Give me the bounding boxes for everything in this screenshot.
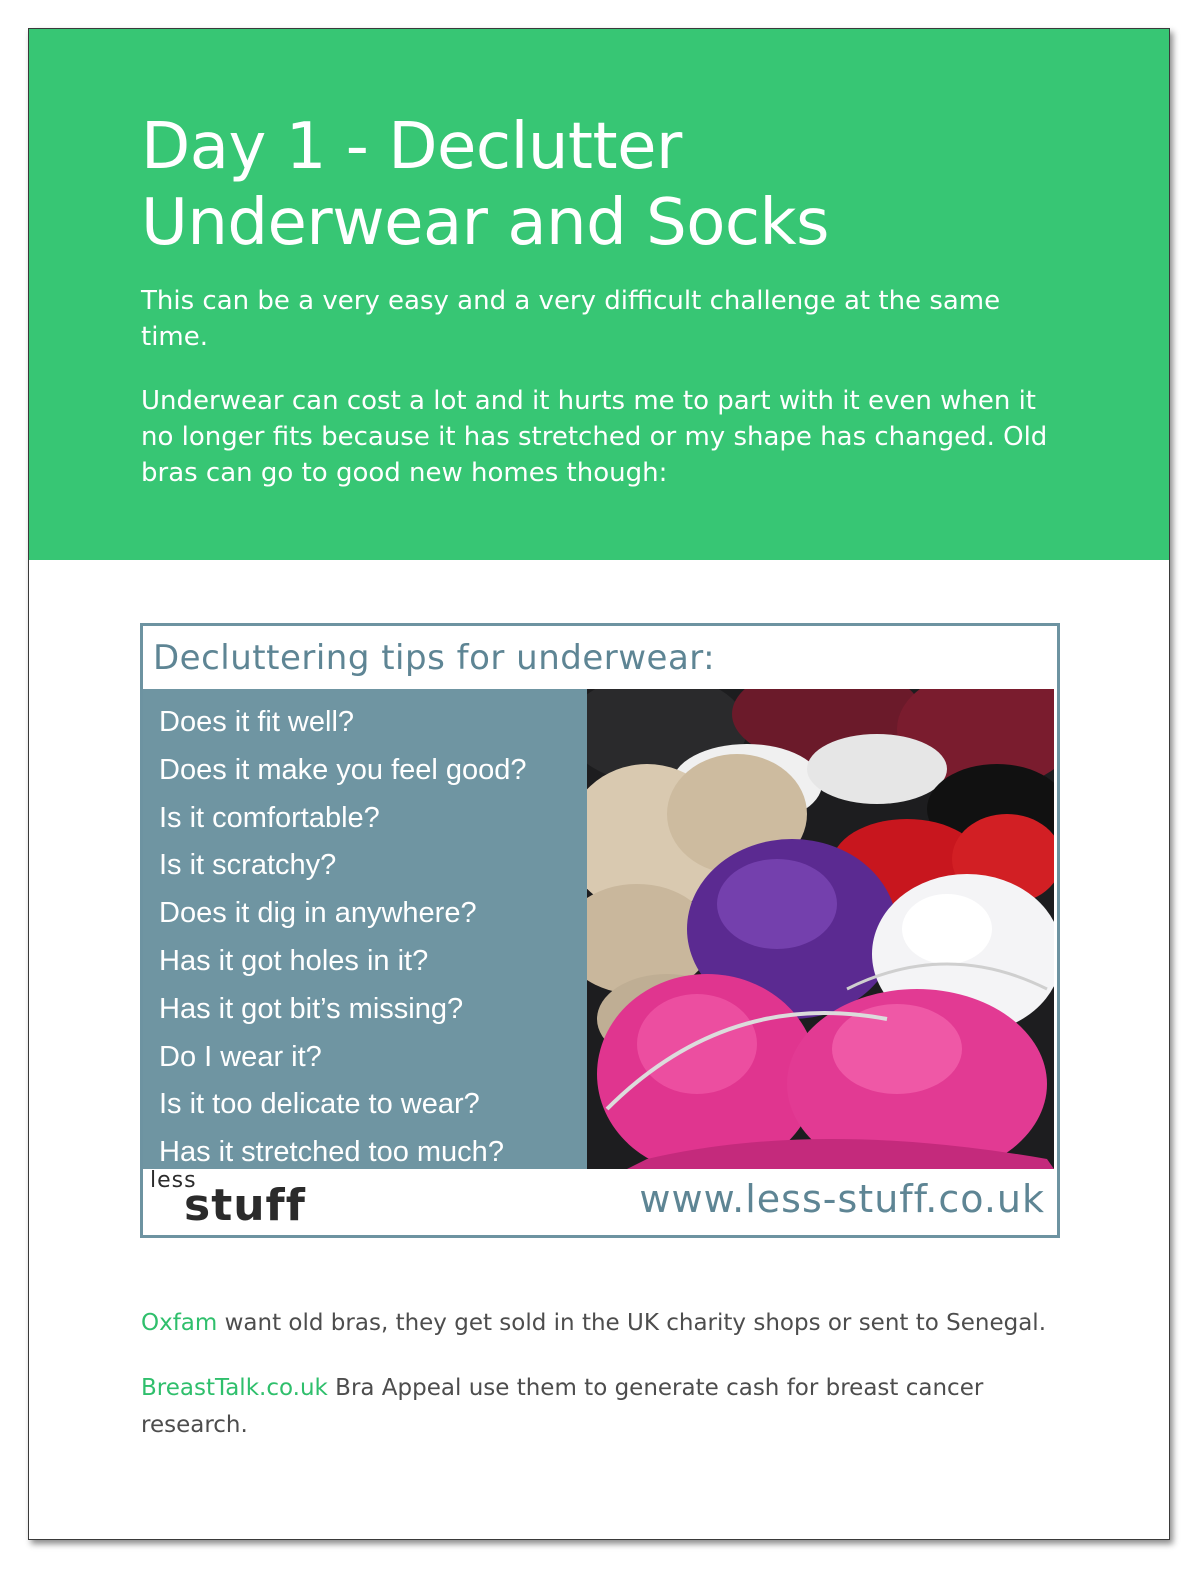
website-url: www.less-stuff.co.uk [639, 1177, 1045, 1221]
less-stuff-logo [148, 1169, 368, 1233]
tip-item: Does it fit well? [159, 706, 355, 738]
tip-item: Has it stretched too much? [159, 1136, 504, 1169]
document-page [28, 28, 1170, 1540]
breasttalk-paragraph [141, 1370, 1071, 1444]
breasttalk-paragraph-text: Bra Appeal use them to generate cash for breast cancer research. [141, 1375, 984, 1438]
header-banner [29, 29, 1169, 560]
tips-list [143, 689, 587, 1177]
oxfam-paragraph-text: want old bras, they get sold in the UK charity shops or sent to Senegal. [217, 1310, 1047, 1336]
page-title [141, 109, 1041, 261]
page-title-line-2: Underwear and Socks [141, 186, 829, 260]
page-title-line-1: Day 1 - Declutter [141, 110, 682, 184]
logo-text-stuff: stuff [184, 1180, 306, 1231]
tip-item: Has it got bit’s missing? [159, 992, 464, 1025]
tips-panel [143, 689, 587, 1169]
intro-paragraph-2: Underwear can cost a lot and it hurts me to part with it even when it no longer fits because it has stretched or my shape has changed. Old bras can go to good new homes though: [141, 386, 1048, 488]
bras-photo [587, 689, 1054, 1169]
tip-item: Has it got holes in it? [159, 944, 429, 977]
tip-item: Is it too delicate to wear? [159, 1088, 480, 1121]
tips-heading: Decluttering tips for underwear: [153, 638, 716, 678]
tip-item: Does it make you feel good? [159, 753, 527, 786]
tip-item: Does it dig in anywhere? [159, 897, 477, 930]
bras-photo-illustration [587, 689, 1054, 1169]
decluttering-tips-image [140, 623, 1060, 1238]
breasttalk-link[interactable]: BreastTalk.co.uk [141, 1375, 328, 1401]
tip-item: Is it scratchy? [159, 849, 337, 882]
logo-text-less: less [150, 1168, 197, 1193]
oxfam-link[interactable]: Oxfam [141, 1310, 218, 1336]
oxfam-paragraph [141, 1305, 1071, 1342]
tip-item: Do I wear it? [159, 1040, 322, 1073]
tip-item: Is it comfortable? [159, 801, 380, 834]
intro-paragraph-1: This can be a very easy and a very difficult challenge at the same time. [141, 286, 1001, 352]
